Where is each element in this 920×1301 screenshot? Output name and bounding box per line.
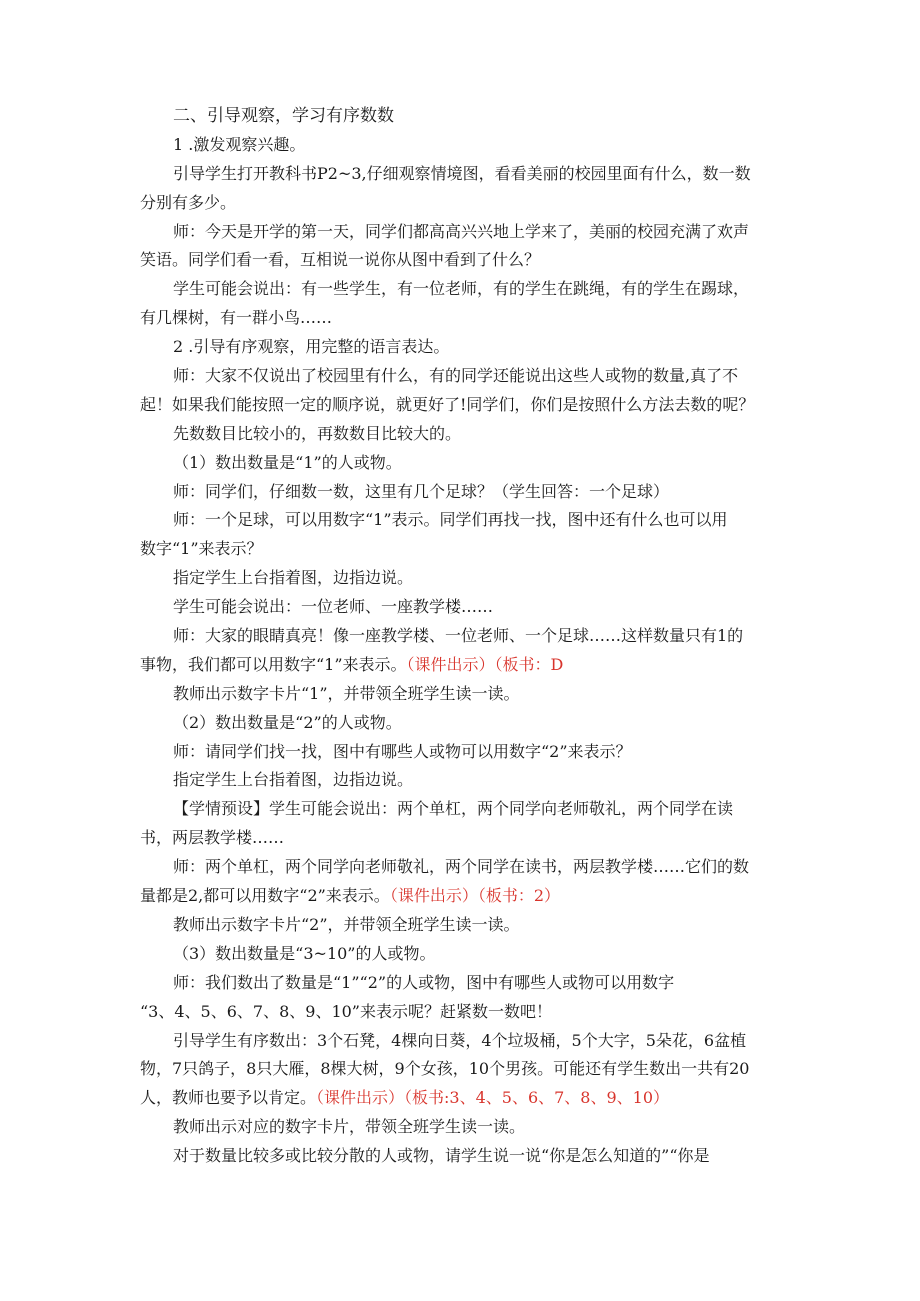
paragraph-line [140, 189, 800, 218]
body-text: 笑语。同学们看一看，互相说一说你从图中看到了什么？ [140, 250, 541, 270]
paragraph-line [140, 998, 800, 1027]
paragraph-line [140, 1113, 800, 1142]
paragraph-line [140, 218, 800, 247]
paragraph-line [140, 362, 800, 391]
paragraph-line [140, 535, 800, 564]
paragraph-line [140, 882, 800, 911]
annotation-text: （课件出示）（板书：D [406, 654, 564, 674]
body-text: 数字“1”来表示？ [140, 539, 263, 559]
paragraph-line [140, 738, 800, 767]
body-text: 指定学生上台指着图，边指边说。 [173, 568, 414, 588]
body-text: “3、4、5、6、7、8、9、10”来表示呢？赶紧数一数吧！ [140, 1001, 552, 1021]
paragraph-line [140, 1055, 800, 1084]
paragraph-line [140, 1142, 800, 1171]
body-text: 有几棵树，有一群小鸟…… [140, 308, 333, 328]
paragraph-line [140, 333, 800, 362]
paragraph-line [140, 246, 800, 275]
paragraph-line [140, 795, 800, 824]
body-text: 师：同学们，仔细数一数，这里有几个足球？（学生回答：一个足球） [173, 481, 670, 501]
body-text: 师：大家不仅说出了校园里有什么，有的同学还能说出这些人或物的数量,真了不 [173, 366, 739, 386]
body-text: 师：大家的眼睛真亮！像一座教学楼、一位老师、一个足球……这样数量只有1的 [173, 626, 744, 646]
annotation-text: （课件出示）（板书：2） [389, 886, 560, 906]
body-text: 2 .引导有序观察，用完整的语言表达。 [173, 337, 450, 357]
paragraph-line [140, 478, 800, 507]
paragraph-line [140, 564, 800, 593]
paragraph-line [140, 940, 800, 969]
body-text: 对于数量比较多或比较分散的人或物，请学生说一说“你是怎么知道的”“你是 [173, 1146, 710, 1166]
paragraph-line [140, 680, 800, 709]
paragraph-line [140, 1027, 800, 1056]
body-text: 先数数目比较小的，再数数目比较大的。 [173, 423, 462, 443]
paragraph-line [140, 593, 800, 622]
paragraph-line [140, 1084, 800, 1113]
paragraph-line [140, 449, 800, 478]
body-text: 教师出示数字卡片“1”，并带领全班学生读一读。 [173, 683, 520, 703]
paragraph-line [140, 911, 800, 940]
body-text: 引导学生打开教科书P2~3,仔细观察情境图，看看美丽的校园里面有什么，数一数 [173, 163, 751, 183]
paragraph-line [140, 275, 800, 304]
annotation-text: （课件出示）（板书:3、4、5、6、7、8、9、10） [316, 1088, 670, 1108]
body-text: 1 .激发观察兴趣。 [173, 134, 306, 154]
paragraph-line [140, 709, 800, 738]
body-text: 师：今天是开学的第一天，同学们都高高兴兴地上学来了，美丽的校园充满了欢声 [173, 221, 750, 241]
document-body [140, 102, 800, 1171]
body-text: 物，7只鸽子，8只大雁，8棵大树，9个女孩，10个男孩。可能还有学生数出一共有20 [140, 1059, 750, 1079]
paragraph-line [140, 304, 800, 333]
paragraph-line [140, 853, 800, 882]
body-text: 量都是2,都可以用数字“2”来表示。 [140, 886, 390, 906]
body-text: 起！如果我们能按照一定的顺序说，就更好了!同学们，你们是按照什么方法去数的呢？ [140, 394, 755, 414]
body-text: （1）数出数量是“1”的人或物。 [173, 452, 402, 472]
body-text: （3）数出数量是“3~10”的人或物。 [173, 943, 436, 963]
body-text: 【学情预设】学生可能会说出：两个单杠，两个同学向老师敬礼，两个同学在读 [173, 799, 734, 819]
body-text: 事物，我们都可以用数字“1”来表示。 [140, 654, 407, 674]
body-text: 分别有多少。 [140, 192, 237, 212]
paragraph-line [140, 766, 800, 795]
body-text: 教师出示对应的数字卡片，带领全班学生读一读。 [173, 1117, 526, 1137]
paragraph-line [140, 622, 800, 651]
body-text: （2）数出数量是“2”的人或物。 [173, 712, 402, 732]
body-text: 指定学生上台指着图，边指边说。 [173, 770, 414, 790]
body-text: 师：两个单杠，两个同学向老师敬礼，两个同学在读书，两层教学楼……它们的数 [173, 857, 750, 877]
paragraph-line [140, 420, 800, 449]
body-text: 书，两层教学楼…… [140, 828, 285, 848]
body-text: 师：一个足球，可以用数字“1”表示。同学们再找一找，图中还有什么也可以用 [173, 510, 728, 530]
paragraph-line [140, 969, 800, 998]
body-text: 引导学生有序数出：3个石凳，4棵向日葵，4个垃圾桶，5个大字，5朵花，6盆植 [173, 1030, 747, 1050]
body-text: 师：我们数出了数量是“1”“2”的人或物，图中有哪些人或物可以用数字 [173, 972, 675, 992]
body-text: 师：请同学们找一找，图中有哪些人或物可以用数字“2”来表示？ [173, 741, 632, 761]
body-text: 学生可能会说出：一位老师、一座教学楼…… [173, 597, 494, 617]
body-text: 学生可能会说出：有一些学生，有一位老师，有的学生在跳绳，有的学生在踢球， [173, 279, 750, 299]
paragraph-line [140, 651, 800, 680]
paragraph-line [140, 131, 800, 160]
section-heading [140, 102, 800, 131]
paragraph-line [140, 824, 800, 853]
paragraph-line [140, 506, 800, 535]
paragraph-line [140, 160, 800, 189]
body-text: 人，教师也要予以肯定。 [140, 1088, 317, 1108]
paragraph-line [140, 391, 800, 420]
body-text: 教师出示数字卡片“2”，并带领全班学生读一读。 [173, 914, 520, 934]
body-text: 二、引导观察，学习有序数数 [173, 106, 394, 126]
